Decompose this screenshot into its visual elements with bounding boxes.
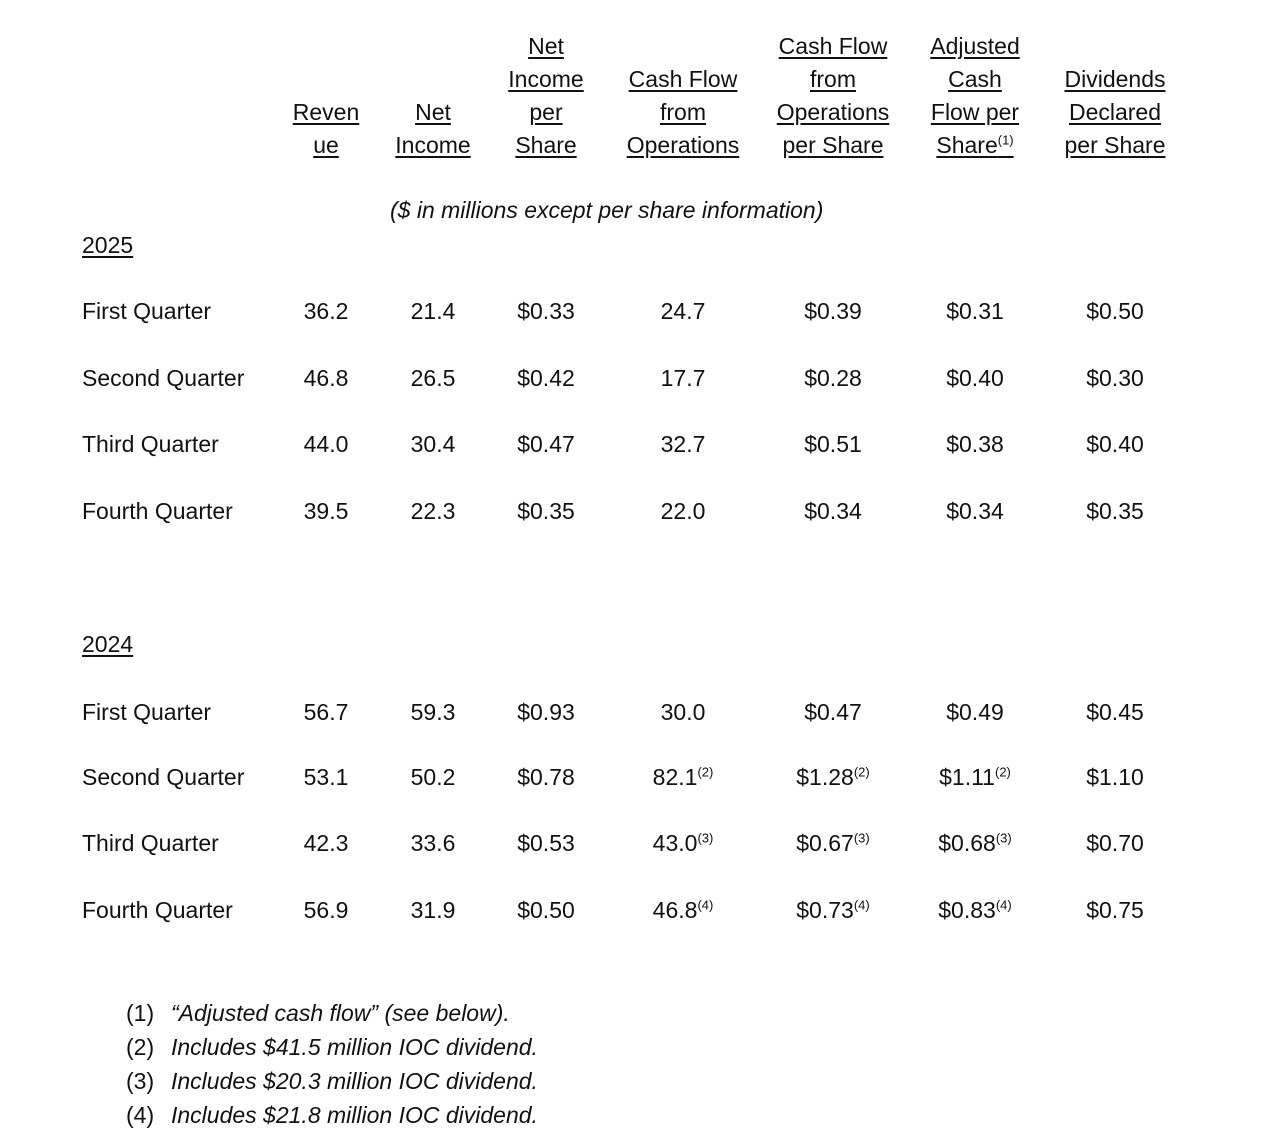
table-cell: 46.8 <box>303 365 349 391</box>
table-cell: $0.67$^{(3)}$ <box>796 830 870 856</box>
footnote-item <box>126 1098 538 1132</box>
table-cell: $0.38 <box>946 431 1004 457</box>
footnote-number: (3) <box>126 1068 155 1094</box>
table-cell: 39.5 <box>303 498 349 524</box>
table-cell: $1.10 <box>1086 764 1144 790</box>
section-year: 2025 <box>82 232 134 258</box>
column-header-line: per Share <box>782 132 884 158</box>
column-header-line: Reven <box>292 99 360 125</box>
table-cell: $0.47 <box>517 431 575 457</box>
column-header-line: Cash Flow <box>778 33 888 59</box>
footnote-number: (2) <box>126 1034 155 1060</box>
table-cell: $0.50 <box>517 897 575 923</box>
column-header-line: Operations <box>626 132 740 158</box>
footnote-item <box>126 1064 538 1098</box>
table-cell: $0.75 <box>1086 897 1144 923</box>
table-cell: $0.30 <box>1086 365 1144 391</box>
column-header <box>1035 63 1195 162</box>
footnote-ref: (2) <box>697 764 714 780</box>
footnote-item <box>126 996 538 1030</box>
table-cell: 24.7 <box>660 298 706 324</box>
table-cell: $1.28$^{(2)}$ <box>796 764 870 790</box>
footnote-text: “Adjusted cash flow” (see below). <box>171 1000 510 1026</box>
table-cell: 30.0 <box>660 699 706 725</box>
column-header-line: Income <box>395 132 471 158</box>
table-cell: $0.35 <box>517 498 575 524</box>
footnote-ref: (4) <box>853 897 870 913</box>
row-label: Third Quarter <box>82 431 219 457</box>
column-header-line: Share <box>515 132 577 158</box>
table-cell: 82.1$^{(2)}$ <box>652 764 714 790</box>
column-header-line: Cash <box>948 66 1002 92</box>
table-cell: $0.51 <box>804 431 862 457</box>
column-header <box>753 30 913 162</box>
table-cell: $0.39 <box>804 298 862 324</box>
row-label: Second Quarter <box>82 365 245 391</box>
table-cell: $0.49 <box>946 699 1004 725</box>
column-header <box>603 63 763 162</box>
column-header-line: per <box>529 99 563 125</box>
footnote-number: (1) <box>126 1000 155 1026</box>
table-cell: 32.7 <box>660 431 706 457</box>
table-cell: $0.53 <box>517 830 575 856</box>
table-cell: 17.7 <box>660 365 706 391</box>
table-cell: 59.3 <box>410 699 456 725</box>
table-cell: 22.0 <box>660 498 706 524</box>
column-header-line: Operations <box>776 99 890 125</box>
footnote-ref: (4) <box>697 897 714 913</box>
table-cell: $0.83$^{(4)}$ <box>938 897 1012 923</box>
units-subtitle: ($ in millions except per share information) <box>390 197 824 223</box>
table-cell: $0.40 <box>1086 431 1144 457</box>
table-cell: $0.68$^{(3)}$ <box>938 830 1012 856</box>
footnote-ref: (2) <box>853 764 870 780</box>
footnote-item <box>126 1030 538 1064</box>
table-cell: 42.3 <box>303 830 349 856</box>
table-cell: 22.3 <box>410 498 456 524</box>
column-header-line: per Share <box>1064 132 1166 158</box>
column-header-line: from <box>660 99 706 125</box>
footnote-ref: (3) <box>995 830 1012 846</box>
footnote-ref: (3) <box>853 830 870 846</box>
column-header-line: Net <box>415 99 451 125</box>
table-cell: 53.1 <box>303 764 349 790</box>
table-cell: $0.70 <box>1086 830 1144 856</box>
table-cell: 30.4 <box>410 431 456 457</box>
footnote-ref: (1) <box>997 132 1014 148</box>
table-cell: $0.34 <box>804 498 862 524</box>
table-cell: 44.0 <box>303 431 349 457</box>
column-header-line: Cash Flow <box>628 66 738 92</box>
row-label: First Quarter <box>82 298 212 324</box>
table-cell: $0.35 <box>1086 498 1144 524</box>
table-cell: $0.34 <box>946 498 1004 524</box>
table-cell: $0.31 <box>946 298 1004 324</box>
table-cell: 56.7 <box>303 699 349 725</box>
footnote-text: Includes $41.5 million IOC dividend. <box>171 1034 538 1060</box>
column-header-line: Declared <box>1068 99 1162 125</box>
table-cell: 36.2 <box>303 298 349 324</box>
table-cell: $0.47 <box>804 699 862 725</box>
footnotes <box>126 996 538 1132</box>
row-label: Third Quarter <box>82 830 219 856</box>
column-header-line: Flow per <box>930 99 1020 125</box>
row-label: First Quarter <box>82 699 212 725</box>
table-cell: $0.50 <box>1086 298 1144 324</box>
table-cell: $0.93 <box>517 699 575 725</box>
footnote-ref: (3) <box>697 830 714 846</box>
column-header-line: Net <box>528 33 564 59</box>
table-cell: $0.33 <box>517 298 575 324</box>
table-cell: 56.9 <box>303 897 349 923</box>
table-cell: $0.45 <box>1086 699 1144 725</box>
row-label: Fourth Quarter <box>82 498 233 524</box>
table-cell: 46.8$^{(4)}$ <box>652 897 714 923</box>
footnote-number: (4) <box>126 1102 155 1128</box>
table-cell: $0.40 <box>946 365 1004 391</box>
table-cell: 26.5 <box>410 365 456 391</box>
footnote-text: Includes $21.8 million IOC dividend. <box>171 1102 538 1128</box>
column-header <box>895 30 1055 162</box>
table-cell: $0.73$^{(4)}$ <box>796 897 870 923</box>
table-cell: $0.42 <box>517 365 575 391</box>
column-header-line: ue <box>313 132 339 158</box>
table-cell: 33.6 <box>410 830 456 856</box>
column-header-line: Income <box>508 66 584 92</box>
column-header-line: Share$^{(1)}$ <box>936 132 1014 158</box>
table-cell: $0.78 <box>517 764 575 790</box>
table-cell: $1.11$^{(2)}$ <box>939 764 1011 790</box>
column-header-line: from <box>810 66 856 92</box>
table-cell: 50.2 <box>410 764 456 790</box>
table-cell: $0.28 <box>804 365 862 391</box>
table-cell: 43.0$^{(3)}$ <box>652 830 714 856</box>
footnote-text: Includes $20.3 million IOC dividend. <box>171 1068 538 1094</box>
table-cell: 31.9 <box>410 897 456 923</box>
table-cell: 21.4 <box>410 298 456 324</box>
footnote-ref: (2) <box>994 764 1011 780</box>
section-year: 2024 <box>82 631 134 657</box>
row-label: Second Quarter <box>82 764 245 790</box>
column-header-line: Dividends <box>1064 66 1166 92</box>
footnote-ref: (4) <box>995 897 1012 913</box>
column-header <box>466 30 626 162</box>
column-header-line: Adjusted <box>930 33 1020 59</box>
row-label: Fourth Quarter <box>82 897 233 923</box>
